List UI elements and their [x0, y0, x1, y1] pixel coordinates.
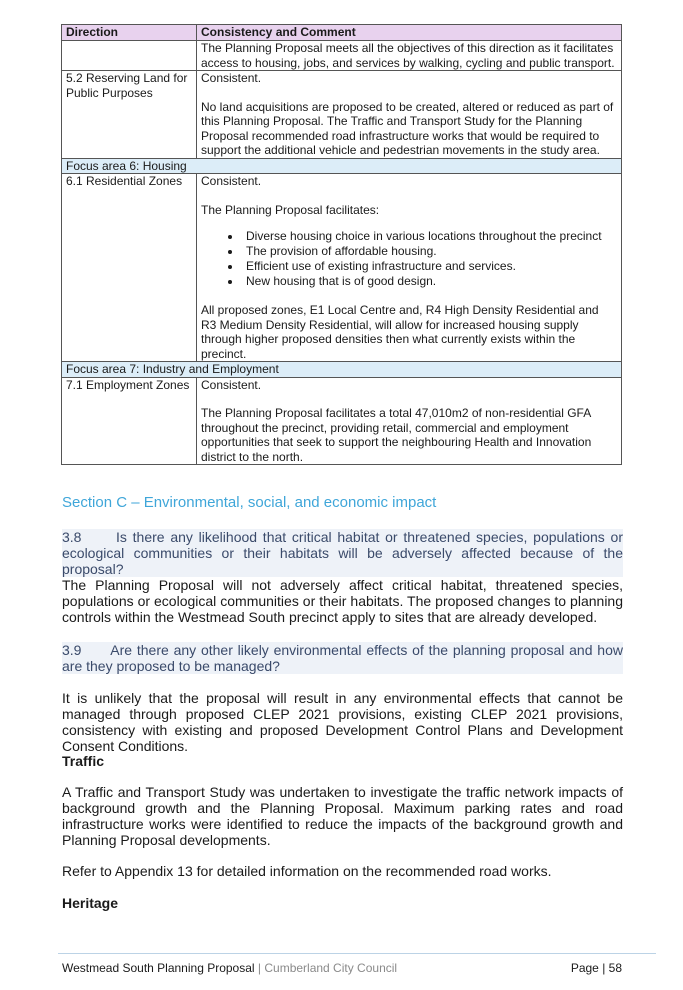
table-row — [62, 71, 622, 159]
table-cell — [197, 377, 622, 465]
list-item: • Efficient use of existing infrastructure and services. — [242, 259, 617, 274]
direction-6-1: 6.1 Residential Zones — [62, 174, 197, 362]
question-3-9: 3.9 Are there any other likely environmental effects of the planning proposal and how are they proposed to be managed? — [62, 642, 623, 674]
footer-separator: | — [254, 961, 265, 975]
focus-area-row — [62, 362, 622, 378]
table-row — [62, 377, 622, 465]
header-consistency: Consistency and Comment — [197, 25, 622, 41]
cell-text: The Planning Proposal facilitates a total 47,010m2 of non-residential GFA throughout the precinct, providing retail, commercial and employment opportunities that seek to support the neighbouring Health and Innovation district to the north. — [201, 406, 592, 464]
question-3-8: 3.8 Is there any likelihood that critical habitat or threatened species, populations or ecological communities or their habitats will be adversely affected because of the proposal? — [62, 529, 623, 577]
footer-title — [62, 961, 397, 975]
heritage-heading: Heritage — [62, 895, 119, 911]
direction-7-1: 7.1 Employment Zones — [62, 377, 197, 465]
footer-divider — [58, 953, 656, 954]
focus-area-row — [62, 158, 622, 174]
cell-text: The Planning Proposal meets all the objectives of this direction as it facilitates access to housing, jobs, and services by walking, cycling and public transport. — [201, 41, 615, 70]
table-cell — [197, 71, 622, 159]
bullet-list — [201, 229, 617, 289]
table-cell — [62, 41, 197, 71]
focus-area-7: Focus area 7: Industry and Employment — [62, 362, 622, 378]
focus-area-6: Focus area 6: Housing — [62, 158, 622, 174]
section-heading: Section C – Environmental, social, and economic impact — [62, 494, 437, 511]
status-text: Consistent. — [201, 71, 262, 85]
list-item: • The provision of affordable housing. — [242, 244, 617, 259]
status-text: Consistent. — [201, 174, 262, 188]
cell-text: No land acquisitions are proposed to be created, altered or reduced as part of this Planning Proposal. The Traffic and Transport Study for the Planning Proposal recommended road infrastructure works that would be required to support the additional vehicle and pedestrian movements in the study area. — [201, 99, 614, 157]
table-row — [62, 174, 622, 362]
list-item: • Diverse housing choice in various locations throughout the precinct — [242, 229, 617, 244]
page-number: Page | 58 — [570, 961, 622, 975]
doc-title: Westmead South Planning Proposal — [62, 961, 255, 975]
answer-3-9: It is unlikely that the proposal will result in any environmental effects that cannot be managed through proposed CLEP 2021 provisions, existing CLEP 2021 provisions, consistency with existing and proposed Development Control Plans and Development Consent Conditions. — [62, 690, 623, 754]
table-cell — [197, 174, 622, 362]
answer-3-8: The Planning Proposal will not adversely affect critical habitat, threatened species, populations or ecological communities or their habitats. The proposed changes to planning controls within the Westmead South precinct apply to sites that are already developed. — [62, 577, 623, 625]
cell-text: The Planning Proposal facilitates: — [201, 202, 380, 217]
header-direction: Direction — [62, 25, 197, 41]
status-text: Consistent. — [201, 377, 262, 392]
traffic-paragraph: A Traffic and Transport Study was undertaken to investigate the traffic network impacts of background growth and the Planning Proposal. Maximum parking rates and road infrastructure works were identified to reduce the impacts of the background growth and Planning Proposal developments. — [62, 784, 623, 848]
cell-text: All proposed zones, E1 Local Centre and, R4 High Density Residential and R3 Medium Density Residential, will allow for increased housing supply through higher proposed densities then what currently exists within the precinct. — [201, 303, 599, 361]
direction-5-2: 5.2 Reserving Land for Public Purposes — [62, 71, 197, 159]
traffic-appendix-note: Refer to Appendix 13 for detailed information on the recommended road works. — [62, 863, 552, 879]
table-row — [62, 41, 622, 71]
table-header-row — [62, 25, 622, 41]
table-cell — [197, 41, 622, 71]
consistency-table — [61, 24, 622, 465]
council-name: Cumberland City Council — [264, 961, 398, 975]
list-item: • New housing that is of good design. — [242, 274, 617, 289]
traffic-heading: Traffic — [62, 753, 105, 769]
